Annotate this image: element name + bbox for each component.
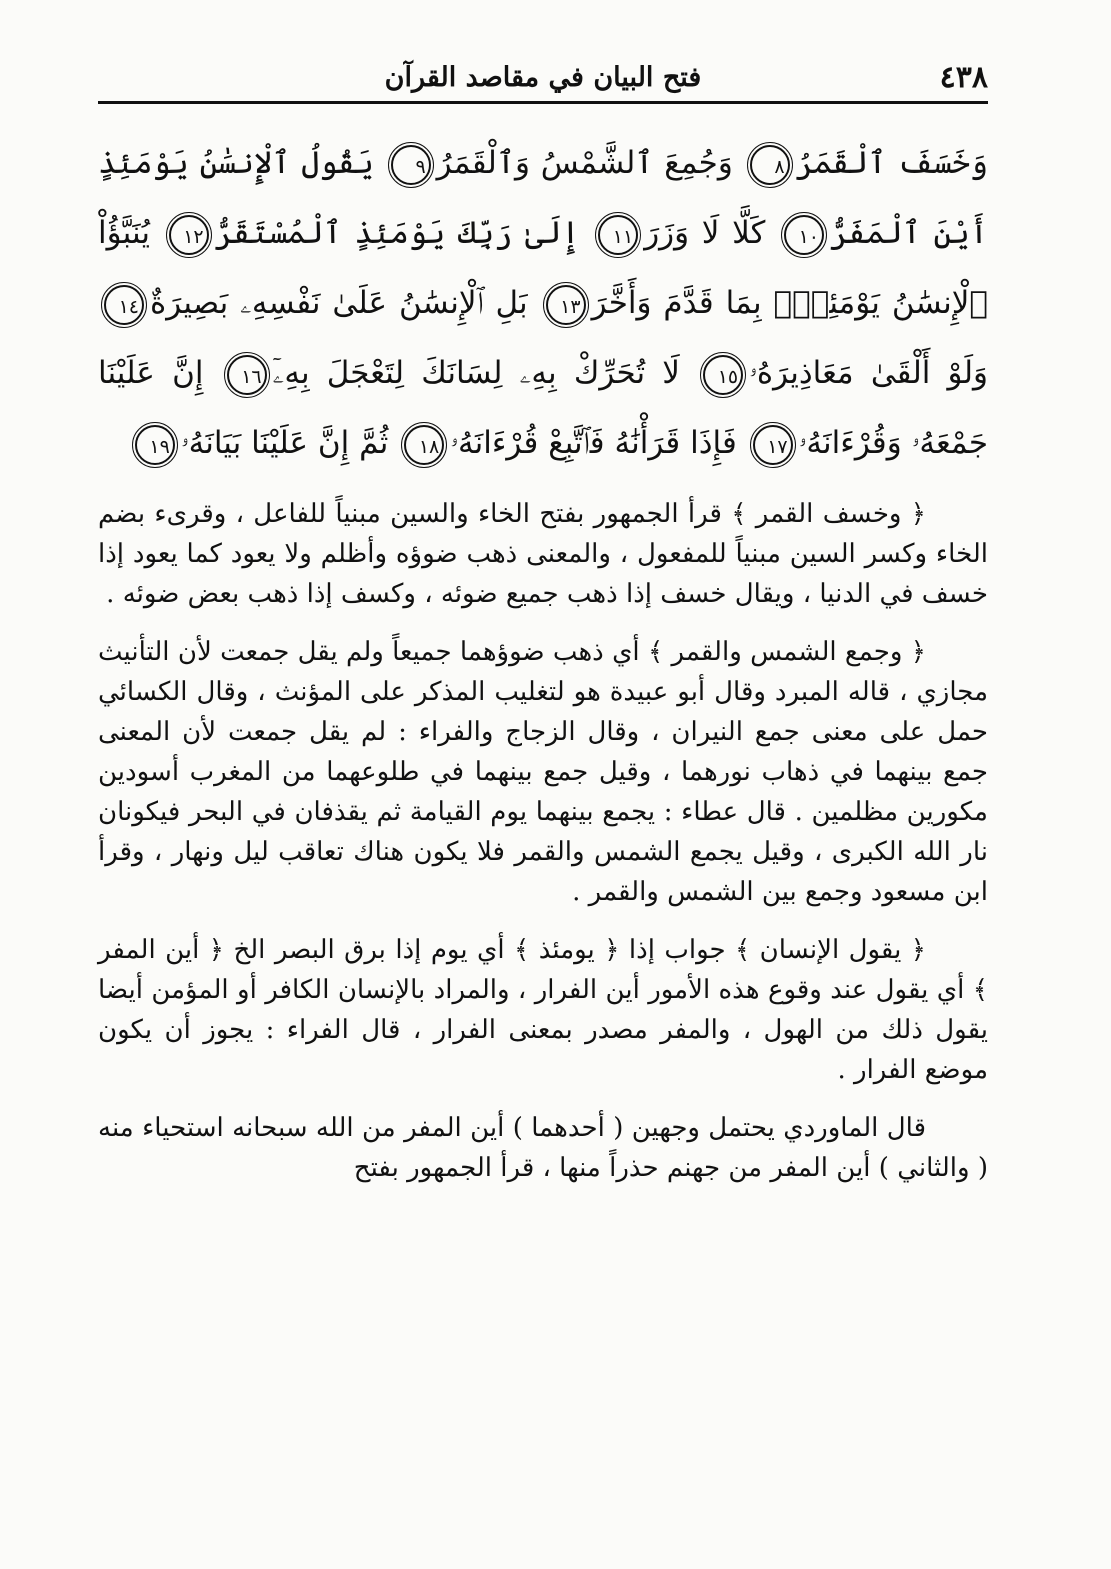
verse-text: ثُمَّ إِنَّ عَلَيْنَا بَيَانَهُۥ — [180, 425, 389, 461]
ayah-number-marker: ١٢ — [169, 215, 209, 255]
commentary-paragraph: ﴿ وخسف القمر ﴾ قرأ الجمهور بفتح الخاء والسين مبنياً للفاعل ، وقرىء بضم الخاء وكسر السين مبنياً للمفعول ، والمعنى ذهب ضوؤه وأظلم ولا يعود كما يعود إذا خسف في الدنيا ، ويقال خسف إذا ذهب جميع ضوئه ، وكسف إذا ذهب بعض ضوئه . — [98, 499, 988, 609]
commentary-paragraph: ﴿ يقول الإنسان ﴾ جواب إذا ﴿ يومئذ ﴾ أي يوم إذا برق البصر الخ ﴿ أين المفر ﴾ أي يقول عند وقوع هذه الأمور أين الفرار ، والمراد بالإنسان الكافر أو المؤمن أيضا يقول ذلك من الهول ، والمفر مصدر بمعنى الفرار ، قال الفراء : يجوز أن يكون موضع الفرار . — [98, 935, 988, 1085]
commentary-paragraph: قال الماوردي يحتمل وجهين ( أحدهما ) أين المفر من الله سبحانه استحياء منه ( والثاني ) أين المفر من جهنم حذراً منها ، قرأ الجمهور بفتح — [98, 1113, 988, 1183]
tafsir-commentary — [98, 494, 988, 1206]
verse-text: بَلِ ٱلْإِنسَٰنُ عَلَىٰ نَفْسِهِۦ بَصِيرَةٌ — [150, 285, 528, 321]
ayah-number-marker: ٩ — [391, 145, 431, 185]
verse-text: لَا تُحَرِّكْ بِهِۦ لِسَانَكَ لِتَعْجَلَ بِهِۦٓ — [272, 355, 680, 391]
quran-verses-block — [98, 128, 988, 478]
verse-text: يُنَبَّؤُاْ ٱلْإِنسَٰنُ يَوْمَئِذٍۭ بِمَا قَدَّمَ وَأَخَّرَ — [98, 215, 989, 321]
ayah-number-marker: ١٥ — [703, 355, 743, 395]
verse-text: وَجُمِعَ ٱلشَّمْسُ وَٱلْقَمَرُ — [436, 145, 733, 181]
running-title: فتح البيان في مقاصد القرآن — [384, 62, 702, 93]
verse-text: وَخَسَفَ ٱلْقَمَرُ — [795, 145, 989, 181]
verse-text: كَلَّا لَا وَزَرَ — [644, 215, 766, 251]
commentary-paragraph: ﴿ وجمع الشمس والقمر ﴾ أي ذهب ضوؤهما جميعاً ولم يقل جمعت لأن التأنيث مجازي ، قاله المبرد وقال أبو عبيدة هو لتغليب المذكر على المؤنث ، وقال الكسائي حمل على معنى جمع النيران ، وقال الزجاج والفراء : لم يقل جمعت لأن المعنى جمع بينهما في ذهاب نورهما ، وقيل جمع بينهما في طلوعهما من المغرب أسودين مكورين مظلمين . قال عطاء : يجمع بينهما يوم القيامة ثم يقذفان في البحر فيكونان نار الله الكبرى ، وقيل يجمع الشمس والقمر فلا يكون هناك تعاقب ليل ونهار ، وقرأ ابن مسعود وجمع بين الشمس والقمر . — [98, 637, 988, 907]
verse-text: يَقُولُ ٱلْإِنسَٰنُ يَوْمَئِذٍ أَيْنَ ٱلْمَفَرُّ — [98, 145, 988, 251]
ayah-number-marker: ١٣ — [546, 285, 586, 325]
header-rule — [98, 101, 988, 104]
verse-text: إِنَّ عَلَيْنَا جَمْعَهُۥ وَقُرْءَانَهُۥ — [98, 355, 988, 461]
page-header — [98, 56, 988, 104]
ayah-number-marker: ٨ — [750, 145, 790, 185]
ayah-number-marker: ١٨ — [404, 425, 444, 465]
ayah-number-marker: ١١ — [598, 215, 638, 255]
page-number: ٤٣٨ — [939, 60, 988, 95]
verse-text: إِلَىٰ رَبِّكَ يَوْمَئِذٍ ٱلْمُسْتَقَرُّ — [214, 215, 580, 251]
ayah-number-marker: ١٤ — [104, 285, 144, 325]
ayah-number-marker: ١٩ — [135, 425, 175, 465]
ayah-number-marker: ١٧ — [753, 425, 793, 465]
verse-text: وَلَوْ أَلْقَىٰ مَعَاذِيرَهُۥ — [749, 355, 988, 391]
verse-text: فَإِذَا قَرَأْنَٰهُ فَٱتَّبِعْ قُرْءَانَهُۥ — [450, 425, 737, 461]
ayah-number-marker: ١٦ — [227, 355, 267, 395]
ayah-number-marker: ١٠ — [784, 215, 824, 255]
